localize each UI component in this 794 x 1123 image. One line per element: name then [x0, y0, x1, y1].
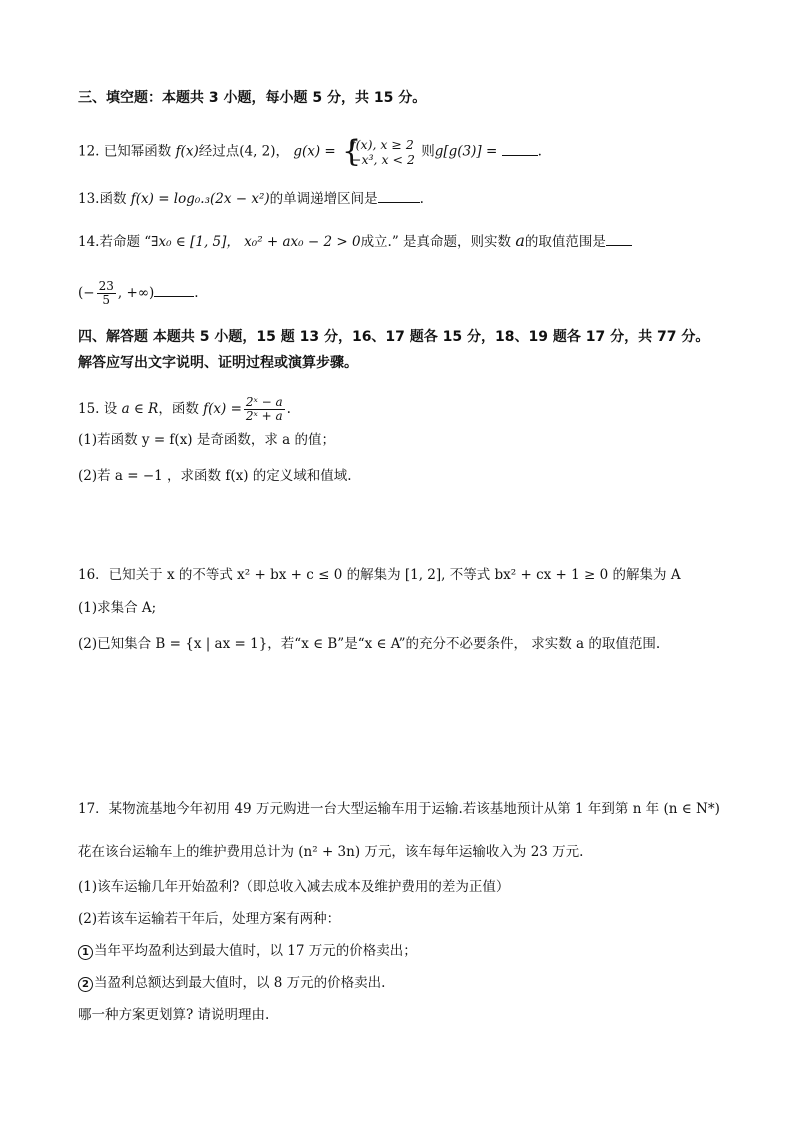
q12-case-2: −x³, x < 2: [351, 152, 415, 167]
q12-sep: ，: [275, 143, 294, 160]
q12-piecewise: [342, 134, 415, 169]
q14-var: a: [515, 231, 525, 250]
q15-end: .: [286, 401, 291, 417]
q15-part-1: (1)若函数 y = f(x) 是奇函数，求 a 的值；: [78, 432, 336, 448]
q17-option-1: [78, 942, 417, 960]
q14-answer-blank[interactable]: [606, 245, 632, 246]
q15-cond: a ∈ R: [121, 401, 159, 417]
q12-brace: {: [342, 134, 362, 169]
question-14-answer: [78, 280, 199, 307]
q13-expr: f(x) = log₀.₃(2x − x²): [130, 191, 270, 207]
question-13: [78, 190, 424, 208]
q16-part-2: (2)已知集合 B = {x | ax = 1}，若“x ∈ B”是“x ∈ A”的充分不必要条件， 求实数 a 的取值范围.: [78, 636, 661, 652]
q15-part-2: (2)若 a = −1 ，求函数 f(x) 的定义域和值域.: [78, 468, 352, 484]
q14-ans-den: 5: [102, 293, 111, 307]
q15-prefix: 15. 设: [78, 401, 122, 417]
q14-mid: 成立.” 是真命题，则实数: [360, 234, 516, 250]
q15-fx: f(x) =: [203, 401, 242, 417]
q12-end: .: [537, 143, 542, 160]
q17-option-2-text: 当盈利总额达到最大值时，以 8 万元的价格卖出.: [94, 975, 386, 991]
q15-num: 2ˣ − a: [245, 395, 283, 409]
q15-fraction: [244, 396, 285, 423]
q12-point: (4, 2): [239, 143, 276, 160]
solve-section-title-line2: 解答应写出文字说明、证明过程或演算步骤。: [78, 355, 358, 371]
q12-fx: f(x): [175, 143, 199, 160]
q14-ans-num: 23: [98, 279, 114, 293]
question-15: [78, 396, 291, 423]
q13-end: .: [419, 191, 424, 207]
circled-number-2-icon: 2: [78, 977, 93, 992]
q15-den: 2ˣ + a: [245, 409, 283, 423]
solve-section-title-line1: 四、解答题 本题共 5 小题，15 题 13 分，16、17 题各 15 分，18、19 题各 17 分，共 77 分。: [78, 329, 710, 345]
q14-suffix: 的取值范围是: [524, 234, 606, 250]
circled-number-1-icon: 1: [78, 945, 93, 960]
question-17-line-1: 17．某物流基地今年初用 49 万元购进一台大型运输车用于运输.若该基地预计从第 1 年到第 n 年 (n ∈ N*): [78, 801, 720, 817]
q12-ggx: g[g(3)] =: [434, 143, 498, 160]
fill-section-title: 三、填空题：本题共 3 小题，每小题 5 分，共 15 分。: [78, 90, 427, 106]
q12-prefix: 12. 已知幂函数: [78, 143, 176, 160]
q17-part-1: (1)该车运输几年开始盈利?（即总收入减去成本及维护费用的差为正值）: [78, 879, 510, 895]
q12-case-1: f(x), x ≥ 2: [351, 137, 414, 152]
q13-prefix: 13.函数: [78, 191, 131, 207]
q17-option-1-text: 当年平均盈利达到最大值时，以 17 万元的价格卖出；: [94, 943, 417, 959]
q16-part-1: (1)求集合 A;: [78, 600, 157, 616]
q12-gx: g(x) =: [293, 143, 336, 160]
q17-part-2: (2)若该车运输若干年后，处理方案有两种：: [78, 911, 341, 927]
q14-ans-close: , +∞): [117, 285, 155, 301]
q14-end: .: [194, 285, 199, 301]
question-12: [78, 134, 542, 169]
q14-ans-underline: [154, 296, 194, 297]
q14-expr: ∃x₀ ∈ [1, 5]， x₀² + ax₀ − 2 > 0: [151, 234, 361, 250]
question-16: 16．已知关于 x 的不等式 x² + bx + c ≤ 0 的解集为 [1, 2], 不等式 bx² + cx + 1 ≥ 0 的解集为 A: [78, 567, 681, 583]
q17-option-2: [78, 974, 385, 992]
q17-question: 哪一种方案更划算? 请说明理由.: [78, 1007, 270, 1023]
q12-answer-blank[interactable]: [502, 155, 538, 156]
q15-mid: ，函数: [158, 401, 204, 417]
question-17-line-2: 花在该台运输车上的维护费用总计为 (n² + 3n) 万元，该车每年运输收入为 23 万元.: [78, 844, 584, 860]
q13-mid: 的单调递增区间是: [269, 191, 378, 207]
q14-ans-fraction: [97, 280, 116, 307]
q13-answer-blank[interactable]: [378, 202, 420, 203]
q12-then: 则: [421, 143, 435, 160]
q12-mid: 经过点: [198, 143, 240, 160]
question-14: [78, 232, 632, 251]
q14-prefix: 14.若命题 “: [78, 234, 152, 250]
q14-ans-open: (−: [78, 285, 95, 301]
